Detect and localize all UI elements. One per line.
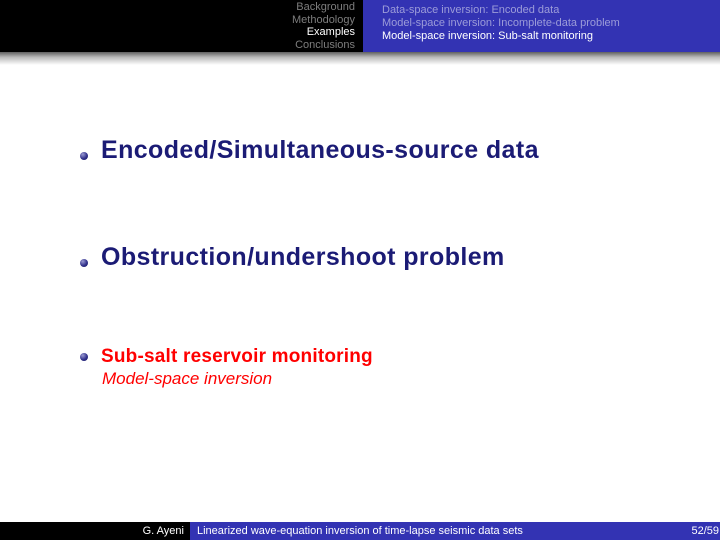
section-nav bbox=[0, 0, 363, 52]
header-shadow bbox=[0, 52, 720, 65]
headline bbox=[0, 0, 720, 52]
nav-section-conclusions[interactable]: Conclusions bbox=[295, 39, 355, 52]
bullet-ball-icon bbox=[80, 353, 88, 361]
subsection-nav bbox=[363, 0, 720, 52]
bullet-item-encoded-data: Encoded/Simultaneous-source data bbox=[101, 136, 539, 164]
bullet-ball-icon bbox=[80, 152, 88, 160]
footer-title-bar bbox=[190, 522, 720, 540]
footer-author: G. Ayeni bbox=[0, 522, 190, 540]
nav-section-examples[interactable]: Examples bbox=[306, 26, 355, 39]
bullet-subitem-model-space: Model-space inversion bbox=[102, 369, 273, 388]
nav-subsection-subsalt-monitoring[interactable]: Model-space inversion: Sub-salt monitoring bbox=[382, 30, 593, 42]
footer-title: Linearized wave-equation inversion of time-lapse seismic data sets bbox=[197, 525, 523, 537]
bullet-ball-icon bbox=[80, 259, 88, 267]
bullet-item-obstruction: Obstruction/undershoot problem bbox=[101, 243, 505, 271]
nav-subsection-incomplete-data[interactable]: Model-space inversion: Incomplete-data problem bbox=[382, 17, 620, 29]
nav-section-methodology[interactable]: Methodology bbox=[292, 13, 355, 26]
footer-page-number: 52/59 bbox=[691, 525, 719, 537]
footline bbox=[0, 522, 720, 540]
nav-section-background[interactable]: Background bbox=[296, 1, 355, 13]
nav-subsection-encoded-data[interactable]: Data-space inversion: Encoded data bbox=[382, 4, 560, 16]
bullet-item-subsalt: Sub-salt reservoir monitoring bbox=[101, 346, 373, 367]
